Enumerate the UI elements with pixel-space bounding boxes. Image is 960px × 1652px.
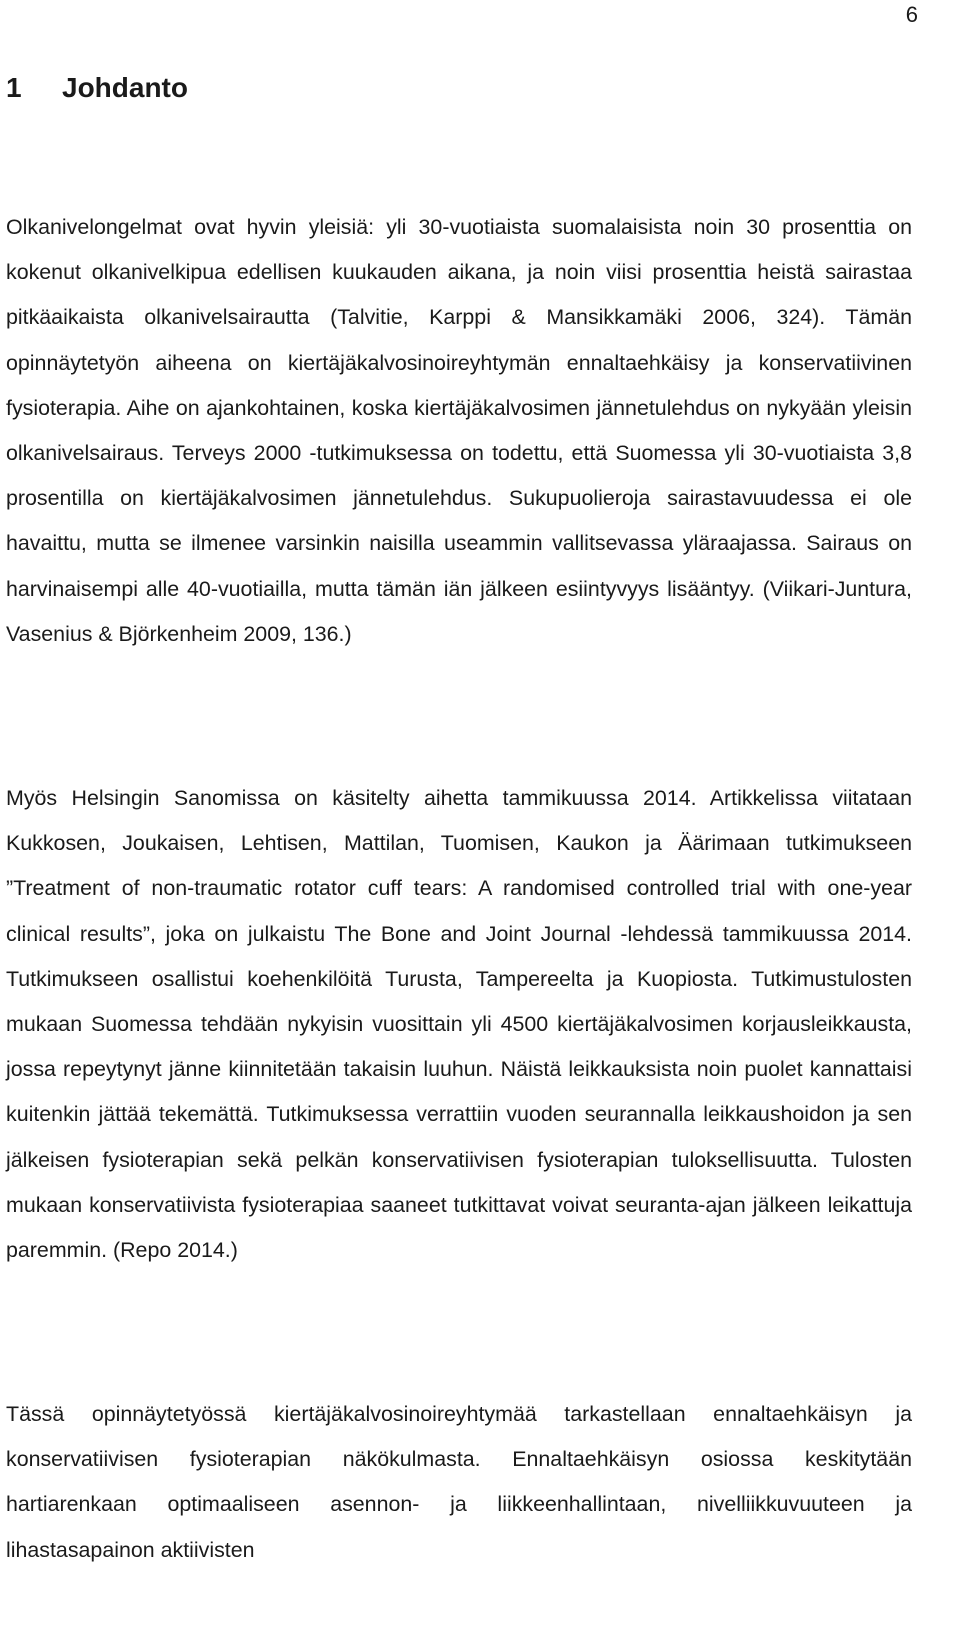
chapter-heading	[6, 70, 188, 106]
chapter-number: 1	[6, 72, 22, 103]
paragraph-intro: Olkanivelongelmat ovat hyvin yleisiä: yli 30-vuotiaista suomalaisista noin 30 prosenttia on kokenut olkanivelkipua edellisen kuukauden aikana, ja noin viisi prosenttia heistä sairastaa pitkäaikaista olkanivelsairautta (Talvitie, Karppi & Mansikkamäki 2006, 324). Tämän opinnäytetyön aiheena on kiertäjäkalvosinoireyhtymän ennaltaehkäisy ja konservatiivinen fysioterapia. Aihe on ajankohtainen, koska kiertäjäkalvosimen jännetulehdus on nykyään yleisin olkanivelsairaus. Terveys 2000 -tutkimuksessa on todettu, että Suomessa yli 30-vuotiaista 3,8 prosentilla on kiertäjäkalvosimen jännetulehdus. Sukupuolieroja sairastavuudessa ei ole havaittu, mutta se ilmenee varsinkin naisilla useammin vallitsevassa yläraajassa. Sairaus on harvinaisempi alle 40-vuotiailla, mutta tämän iän jälkeen esiintyvyys lisääntyy. (Viikari-Juntura, Vasenius & Björkenheim 2009, 136.)	[6, 215, 912, 646]
chapter-title: Johdanto	[62, 72, 188, 103]
paragraph-thesis-scope: Tässä opinnäytetyössä kiertäjäkalvosinoireyhtymää tarkastellaan ennaltaehkäisyn ja konservatiivisen fysioterapian näkökulmasta. Ennaltaehkäisyn osiossa keskitytään hartiarenkaan optimaaliseen asennon- ja liikkeenhallintaan, nivelliikkuvuuteen ja lihastasapainon aktiivisten	[6, 1402, 912, 1562]
paragraph-helsingin-sanomat: Myös Helsingin Sanomissa on käsitelty aihetta tammikuussa 2014. Artikkelissa viitataan Kukkosen, Joukaisen, Lehtisen, Mattilan, Tuomisen, Kaukon ja Äärimaan tutkimukseen ”Treatment of non-traumatic rotator cuff tears: A randomised controlled trial with one-year clinical results”, joka on julkaistu The Bone and Joint Journal -lehdessä tammikuussa 2014. Tutkimukseen osallistui koehenkilöitä Turusta, Tampereelta ja Kuopiosta. Tutkimustulosten mukaan Suomessa tehdään nykyisin vuosittain yli 4500 kiertäjäkalvosimen korjausleikkausta, jossa repeytynyt jänne kiinnitetään takaisin luuhun. Näistä leikkauksista noin puolet kannattaisi kuitenkin jättää tekemättä. Tutkimuksessa verrattiin vuoden seurannalla leikkaushoidon ja sen jälkeisen fysioterapian sekä pelkän konservatiivisen fysioterapian tuloksellisuutta. Tulosten mukaan konservatiivista fysioterapiaa saaneet tutkittavat voivat seuranta-ajan jälkeen leikattuja paremmin. (Repo 2014.)	[6, 786, 912, 1263]
page-number: 6	[905, 2, 918, 27]
